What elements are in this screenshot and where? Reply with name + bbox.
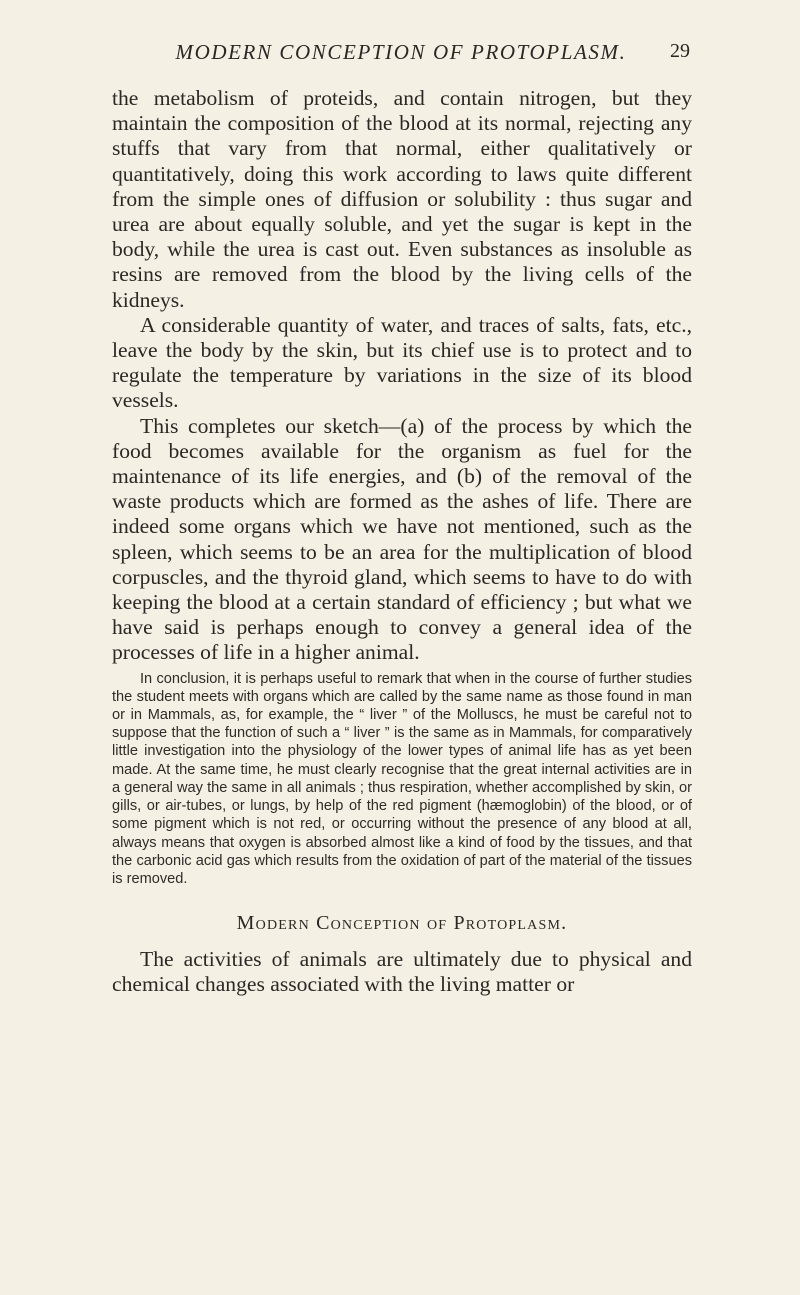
section-heading: Modern Conception of Protoplasm. (236, 912, 568, 935)
note-paragraph: In conclusion, it is perhaps useful to remark that when in the course of further studies the student meets with organs which are called by the same name as those found in man or in Mammals, as, for example, the “ liver ” of the Molluscs, he must be careful not to suppose that the function of such a “ liver ” is the same as in Mammals, for comparatively little investigation into the physiology of the lower types of animal life has as yet been made. At the same time, he must clearly recognise that the great internal activities are in a general way the same in all animals ; thus respiration, whether accomplished by skin, or gills, or air-tubes, or lungs, by help of the red pigment (hæmoglobin) of the blood, or of some pigment which is not red, or occurring without the presence of any blood at all, always means that oxygen is absorbed almost like a kind of food by the tissues, and that the carbonic acid gas which results from the oxidation of part of the material of the tissues is removed. (112, 670, 692, 887)
running-header (112, 40, 690, 70)
running-title: MODERN CONCEPTION OF PROTOPLASM. (175, 40, 627, 64)
paragraph-summary: This completes our sketch—(a) of the process by which the food becomes available for the organism as fuel for the maintenance of its life energies, and (b) of the removal of the waste products which are formed as the ashes of life. There are indeed some organs which we have not mentioned, such as the spleen, which seems to be an area for the multiplication of blood corpuscles, and the thyroid gland, which seems to have to do with keeping the blood at a certain standard of efficiency ; but what we have said is perhaps enough to convey a general idea of the processes of life in a higher animal. (112, 413, 692, 665)
paragraph-skin: A considerable quantity of water, and traces of salts, fats, etc., leave the body by the skin, but its chief use is to protect and to regulate the temperature by variations in the size of its blood vessels. (112, 312, 692, 413)
paragraph-metabolism: the metabolism of proteids, and contain nitrogen, but they maintain the composition of the blood at its normal, rejecting any stuffs that vary from that normal, either qualitatively or quantitatively, doing this work according to laws quite different from the simple ones of diffusion or solubility : thus sugar and urea are about equally soluble, and yet the sugar is kept in the body, while the urea is cast out. Even substances as insoluble as resins are removed from the blood by the living cells of the kidneys. (112, 86, 692, 312)
paragraph-protoplasm: The activities of animals are ultimately due to physical and chemical changes associated with the living matter or (112, 947, 692, 997)
body-text (112, 86, 692, 998)
page-number: 29 (670, 40, 690, 62)
